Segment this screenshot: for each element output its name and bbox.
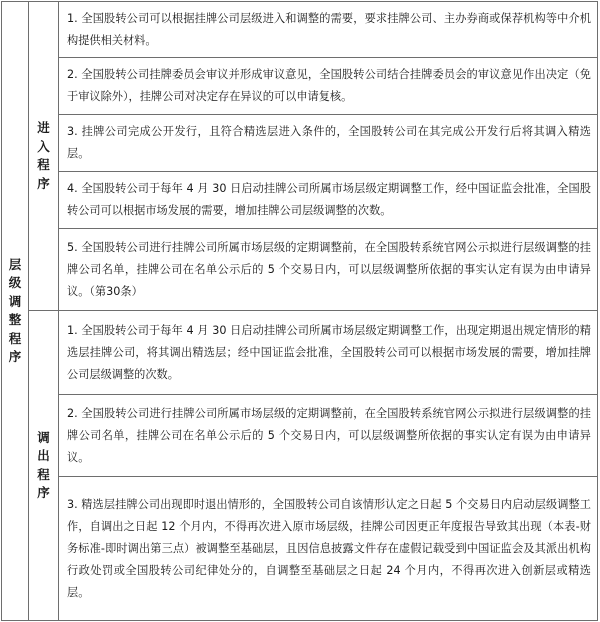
table-row <box>2 58 598 115</box>
entry-item-4-cell <box>59 172 598 229</box>
entry-item-5-cell <box>59 229 598 311</box>
table-row <box>2 172 598 229</box>
exit-item-1: 1. 全国股转公司于每年 4 月 30 日启动挂牌公司所属市场层级定期调整工作，出现定期退出规定情形的精选层挂牌公司，将其调出精选层；经中国证监会批准，全国股转公司可以根据市场发展的需要，增加挂牌公司层级调整的次数。 <box>67 323 591 381</box>
table-row <box>2 477 598 621</box>
entry-item-2-cell <box>59 58 598 115</box>
exit-procedure-label-cell <box>29 311 59 621</box>
exit-item-2: 2. 全国股转公司进行挂牌公司所属市场层级的定期调整前，在全国股转系统官网公示拟进行层级调整的挂牌公司名单，挂牌公司在名单公示后的 5 个交易日内，可以层级调整所依据的事实认定有误为由申请异议。 <box>67 406 591 464</box>
table-row <box>2 311 598 395</box>
entry-procedure-label: 进 入 程 序 <box>37 120 50 191</box>
exit-item-3: 3. 精选层挂牌公司出现即时退出情形的，全国股转公司自该情形认定之日起 5 个交易日内启动层级调整工作，自调出之日起 12 个月内，不得再次进入原市场层级，挂牌公司因更正年度报告导致其出现（本表-财务标准-即时调出第三点）被调整至基础层，且因信息披露文件存在虚假记载受到中国证监会及其派出机构行政处罚或全国股转公司纪律处分的，自调整至基础层之日起 24 个月内，不得再次进入创新层或精选层。 <box>67 497 591 599</box>
entry-procedure-label-cell <box>29 2 59 311</box>
entry-item-2: 2. 全国股转公司挂牌委员会审议并形成审议意见，全国股转公司结合挂牌委员会的审议意见作出决定（免于审议除外），挂牌公司对决定存在异议的可以申请复核。 <box>67 68 591 103</box>
level-procedure-label: 层 级 调 整 程 序 <box>8 256 22 364</box>
entry-item-1-cell <box>59 2 598 58</box>
exit-item-2-cell <box>59 395 598 477</box>
entry-item-3-cell <box>59 115 598 172</box>
level-adjustment-procedure-table <box>1 1 598 621</box>
table-row <box>2 115 598 172</box>
entry-item-3: 3. 挂牌公司完成公开发行，且符合精选层进入条件的，全国股转公司在其完成公开发行后将其调入精选层。 <box>67 125 591 160</box>
exit-item-1-cell <box>59 311 598 395</box>
entry-item-4: 4. 全国股转公司于每年 4 月 30 日启动挂牌公司所属市场层级定期调整工作，经中国证监会批准，全国股转公司可以根据市场发展的需要，增加挂牌公司层级调整的次数。 <box>67 182 591 217</box>
table-row <box>2 2 598 58</box>
exit-item-3-cell <box>59 477 598 621</box>
entry-item-1: 1. 全国股转公司可以根据挂牌公司层级进入和调整的需要，要求挂牌公司、主办券商或保荐机构等中介机构提供相关材料。 <box>67 11 591 47</box>
entry-item-5: 5. 全国股转公司进行挂牌公司所属市场层级的定期调整前，在全国股转系统官网公示拟进行层级调整的挂牌公司名单，挂牌公司在名单公示后的 5 个交易日内，可以层级调整所依据的事实认定有误为由申请异议。（第30条） <box>67 240 591 298</box>
exit-procedure-label: 调 出 程 序 <box>37 429 50 500</box>
table-row <box>2 229 598 311</box>
table-row <box>2 395 598 477</box>
level-procedure-label-cell <box>2 2 29 621</box>
